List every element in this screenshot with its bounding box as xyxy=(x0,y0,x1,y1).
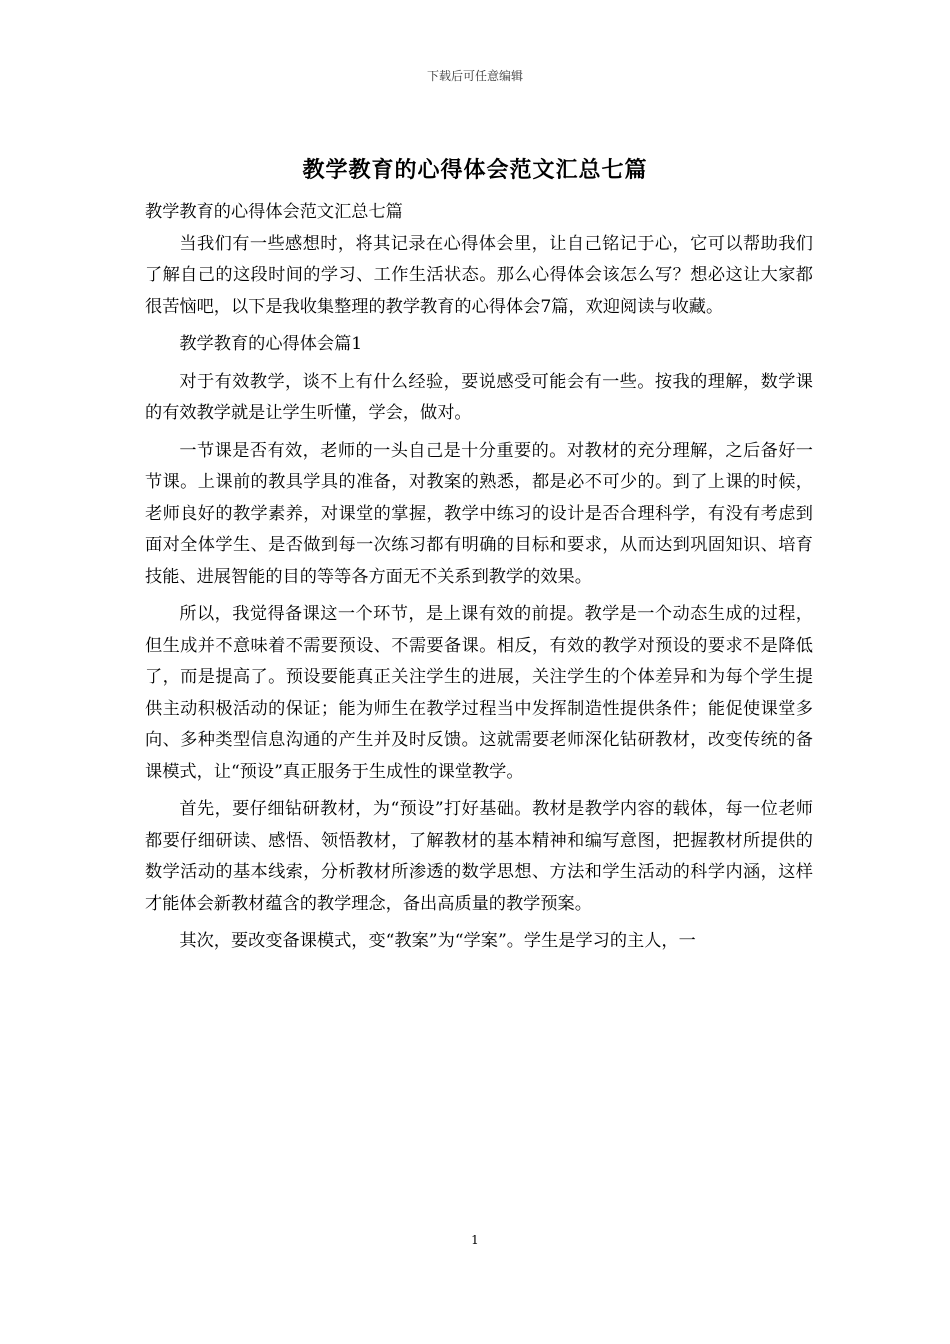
body-paragraph: 其次，要改变备课模式，变“教案”为“学案”。学生是学习的主人，一 xyxy=(179,931,696,951)
section-heading: 教学教育的心得体会篇1 xyxy=(179,334,363,354)
intro-paragraph: 当我们有一些感想时，将其记录在心得体会里，让自己铭记于心，它可以帮助我们了解自己的这段时间的学习、工作生活状态。那么心得体会该怎么写？想必这让大家都很苦恼吧，以下是我收集整理的教学教育的心得体会7篇，欢迎阅读与收藏。 xyxy=(145,233,813,317)
subtitle-paragraph: 教学教育的心得体会范文汇总七篇 xyxy=(145,202,403,222)
document-body xyxy=(145,197,813,958)
page-number: 1 xyxy=(471,1233,479,1247)
header-note: 下载后可任意编辑 xyxy=(426,69,523,83)
document-title: 教学教育的心得体会范文汇总七篇 xyxy=(302,157,648,183)
body-paragraph: 首先，要仔细钻研教材，为“预设”打好基础。教材是教学内容的载体，每一位老师都要仔细研读、感悟、领悟教材，了解教材的基本精神和编写意图，把握教材所提供的数学活动的基本线索，分析教材所渗透的数学思想、方法和学生活动的科学内涵，这样才能体会新教材蕴含的教学理念，备出高质量的教学预案。 xyxy=(145,799,813,914)
body-paragraph: 对于有效教学，谈不上有什么经验，要说感受可能会有一些。按我的理解，数学课的有效教学就是让学生听懂，学会，做对。 xyxy=(145,371,813,423)
body-paragraph: 所以，我觉得备课这一个环节，是上课有效的前提。教学是一个动态生成的过程，但生成并不意味着不需要预设、不需要备课。相反，有效的教学对预设的要求不是降低了，而是提高了。预设要能真正关注学生的进展，关注学生的个体差异和为每个学生提供主动积极活动的保证；能为师生在教学过程当中发挥制造性提供条件；能促使课堂多向、多种类型信息沟通的产生并及时反馈。这就需要老师深化钻研教材，改变传统的备课模式，让“预设”真正服务于生成性的课堂教学。 xyxy=(145,604,813,782)
body-paragraph: 一节课是否有效，老师的一头自己是十分重要的。对教材的充分理解，之后备好一节课。上课前的教具学具的准备，对教案的熟悉，都是必不可少的。到了上课的时候，老师良好的教学素养，对课堂的掌握，教学中练习的设计是否合理科学，有没有考虑到面对全体学生、是否做到每一次练习都有明确的目标和要求，从而达到巩固知识、培育技能、进展智能的目的等等各方面无不关系到教学的效果。 xyxy=(145,440,813,587)
